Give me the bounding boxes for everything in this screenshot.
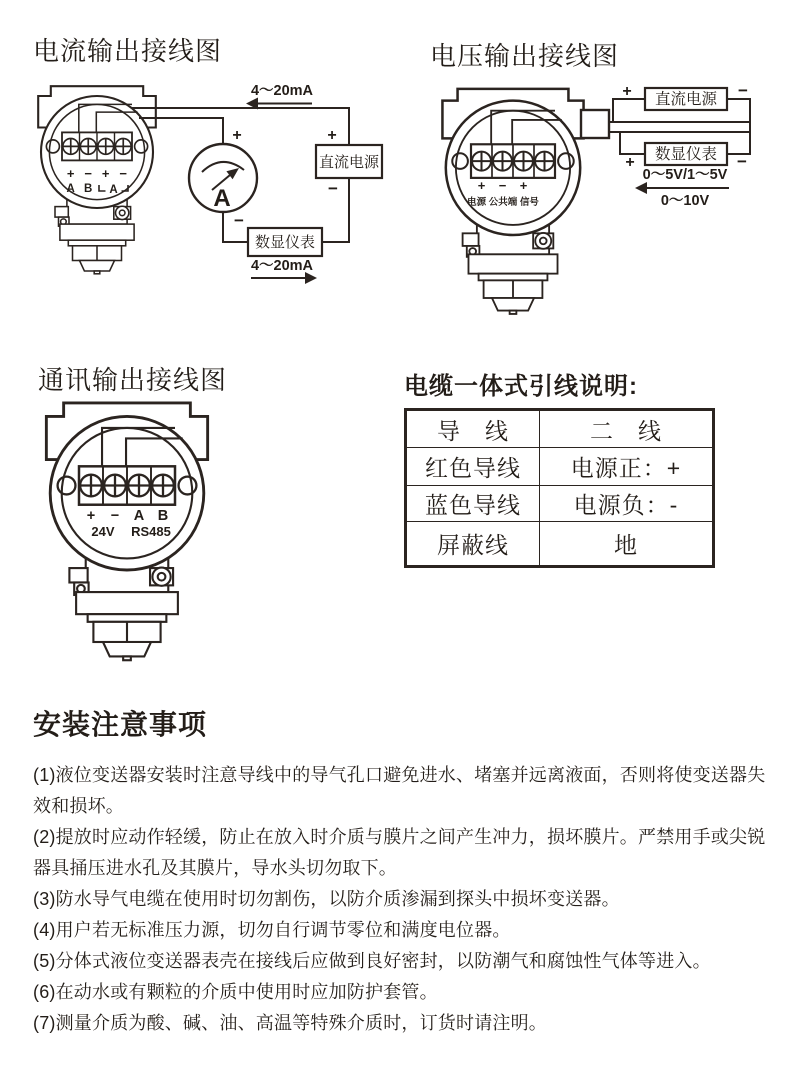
ammeter-plus-sign: +	[232, 127, 242, 144]
install-notes-title: 安装注意事项	[33, 709, 208, 740]
current-wiring-diagram	[20, 78, 390, 306]
note-item: (1)液位变送器安装时注意导线中的导气孔口避免进水、堵塞并远离液面，否则将使变送器失效和损坏。	[33, 765, 766, 816]
table-cell: 蓝色导线	[407, 486, 540, 522]
voltage-diagram-title: 电压输出接线图	[430, 41, 620, 71]
voltage-wiring-diagram	[413, 76, 790, 348]
power-supply-label: 直流电源	[318, 154, 380, 171]
terminal-sign: +	[66, 166, 75, 181]
power-supply-label: 直流电源	[654, 91, 718, 108]
terminal-sign: −	[498, 178, 507, 193]
power-supply-box	[316, 145, 382, 178]
table-header-cell: 二 线	[540, 411, 712, 448]
bus-terminal-label: RS485	[131, 524, 171, 539]
power-plus-sign: +	[622, 83, 632, 100]
ammeter-icon	[189, 144, 257, 212]
note-item: (4)用户若无标准压力源，切勿自行调节零位和满度电位器。	[33, 920, 511, 940]
transmitter-device	[46, 403, 207, 660]
note-item: (5)分体式液位变送器表壳在接线后应做到良好密封，以防潮气和腐蚀性气体等进入。	[33, 951, 711, 971]
terminal-sign: +	[86, 508, 96, 524]
terminal-sign: A	[133, 508, 145, 524]
arrow-left-icon	[635, 182, 647, 194]
display-meter-box	[248, 228, 322, 256]
terminal-sign: +	[519, 178, 528, 193]
power-plus-sign: +	[327, 127, 337, 144]
note-item: (3)防水导气电缆在使用时切勿割伤，以防介质渗漏到探头中损坏变送器。	[33, 889, 620, 909]
terminal-sign: −	[84, 166, 92, 181]
transmitter-device	[38, 86, 156, 274]
range-label-bottom: 0～10V	[660, 193, 710, 209]
ammeter-label: A	[213, 185, 231, 212]
table-header-cell: 导 线	[407, 411, 540, 448]
table-cell: 地	[614, 532, 638, 558]
comm-diagram-title: 通讯输出接线图	[38, 365, 228, 395]
terminal-name: A	[66, 183, 75, 195]
terminal-sign: +	[101, 166, 110, 181]
signal-arrow-top	[246, 83, 314, 110]
display-meter-box	[645, 143, 727, 165]
comm-wiring-diagram	[25, 398, 247, 684]
table-cell: 红色导线	[407, 448, 540, 486]
range-label-top: 0～5V/1～5V	[642, 167, 728, 183]
output-range-arrow	[635, 167, 729, 209]
terminal-name: A	[109, 184, 118, 196]
current-diagram-title: 电流输出接线图	[33, 36, 223, 66]
table-cell: 电源正：+	[540, 448, 712, 486]
power-minus-sign: −	[328, 179, 338, 198]
note-item: (2)提放时应动作轻缓，防止在放入时介质与膜片之间产生冲力，损坏膜片。严禁用手或尖锐器具捅压进水孔及其膜片，导水头切勿取下。	[33, 827, 766, 878]
ammeter-minus-sign: −	[234, 211, 244, 230]
cable-conduit	[581, 110, 609, 138]
terminal-names: 电源 公共端 信号	[467, 197, 539, 208]
cable-table-title: 电缆一体式引线说明:	[404, 373, 638, 400]
meter-plus-sign: +	[625, 154, 635, 171]
power-minus-sign: −	[738, 81, 748, 100]
signal-range-label: 4～20mA	[250, 83, 314, 99]
terminal-sign: −	[110, 508, 120, 524]
power-terminal-label: 24V	[91, 524, 115, 539]
signal-range-label: 4～20mA	[250, 258, 314, 274]
display-meter-label: 数显仪表	[654, 146, 718, 163]
terminal-sign: B	[157, 508, 169, 524]
terminal-sign: +	[477, 178, 486, 193]
note-item: (7)测量介质为酸、碱、油、高温等特殊介质时，订货时请注明。	[33, 1013, 547, 1033]
cable-lead-table	[404, 408, 715, 568]
signal-arrow-bottom	[251, 258, 317, 284]
terminal-sign: −	[119, 166, 127, 181]
table-cell: 电源负：-	[540, 486, 712, 522]
power-supply-box	[645, 88, 727, 110]
install-notes-section	[33, 703, 766, 1039]
note-item: (6)在动水或有颗粒的介质中使用时应加防护套管。	[33, 982, 438, 1002]
table-cell: 屏蔽线	[407, 522, 540, 565]
terminal-name: B	[84, 183, 93, 195]
display-meter-label: 数显仪表	[254, 234, 316, 251]
meter-minus-sign: −	[737, 152, 747, 171]
